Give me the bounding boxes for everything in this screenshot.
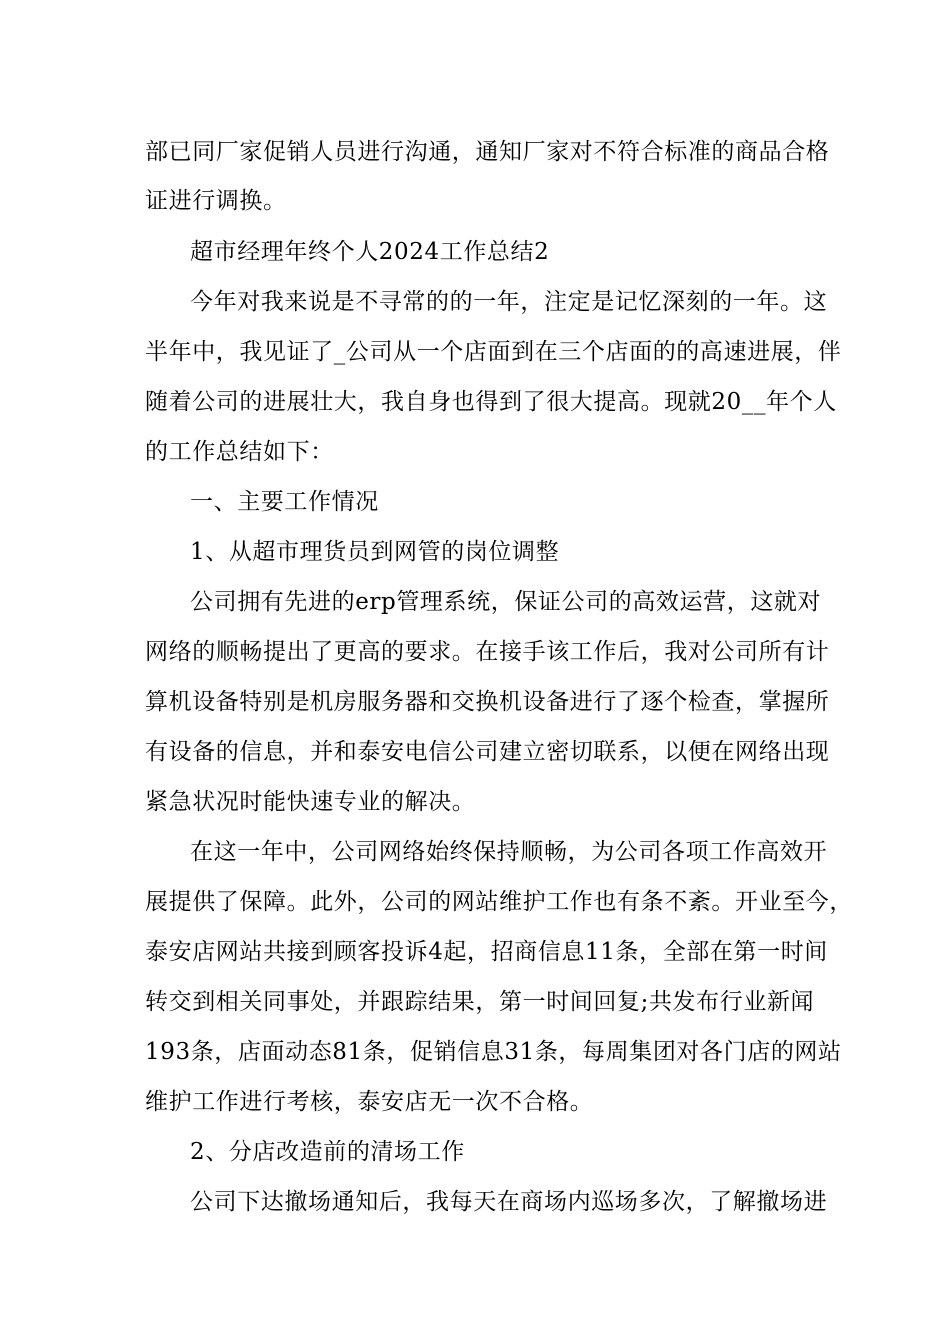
subsection-heading: 1、从超市理货员到网管的岗位调整	[190, 539, 560, 565]
subsection-heading: 2、分店改造前的清场工作	[190, 1139, 465, 1165]
paragraph-first-line: 公司拥有先进的erp管理系统，保证公司的高效运营，这就对	[190, 589, 822, 615]
text-line: 半年中，我见证了_公司从一个店面到在三个店面的的高速进展，伴	[145, 339, 842, 365]
paragraph-first-line: 在这一年中，公司网络始终保持顺畅，为公司各项工作高效开	[190, 839, 828, 865]
text-line: 网络的顺畅提出了更高的要求。在接手该工作后，我对公司所有计	[145, 639, 830, 665]
section-heading: 超市经理年终个人2024工作总结2	[190, 239, 550, 265]
text-line: 算机设备特别是机房服务器和交换机设备进行了逐个检查，掌握所	[145, 689, 830, 715]
text-line: 193条，店面动态81条，促销信息31条，每周集团对各门店的网站	[145, 1039, 842, 1065]
text-line: 随着公司的进展壮大，我自身也得到了很大提高。现就20__年个人	[145, 389, 837, 415]
text-line: 部已同厂家促销人员进行沟通，通知厂家对不符合标准的商品合格	[145, 139, 830, 165]
paragraph-first-line: 今年对我来说是不寻常的的一年，注定是记忆深刻的一年。这	[190, 289, 828, 315]
text-line: 维护工作进行考核，泰安店无一次不合格。	[145, 1089, 594, 1115]
text-line: 有设备的信息，并和泰安电信公司建立密切联系，以便在网络出现	[145, 739, 830, 765]
paragraph-first-line: 公司下达撤场通知后，我每天在商场内巡场多次，了解撤场进	[190, 1189, 828, 1215]
text-line: 转交到相关同事处，并跟踪结果，第一时间回复;共发布行业新闻	[145, 989, 815, 1015]
text-line: 泰安店网站共接到顾客投诉4起，招商信息11条，全部在第一时间	[145, 939, 828, 965]
text-line: 证进行调换。	[145, 188, 287, 214]
text-line: 的工作总结如下：	[145, 439, 334, 465]
text-line: 紧急状况时能快速专业的解决。	[145, 789, 476, 815]
section-heading: 一、主要工作情况	[190, 489, 379, 515]
text-line: 展提供了保障。此外，公司的网站维护工作也有条不紊。开业至今，	[145, 889, 853, 915]
